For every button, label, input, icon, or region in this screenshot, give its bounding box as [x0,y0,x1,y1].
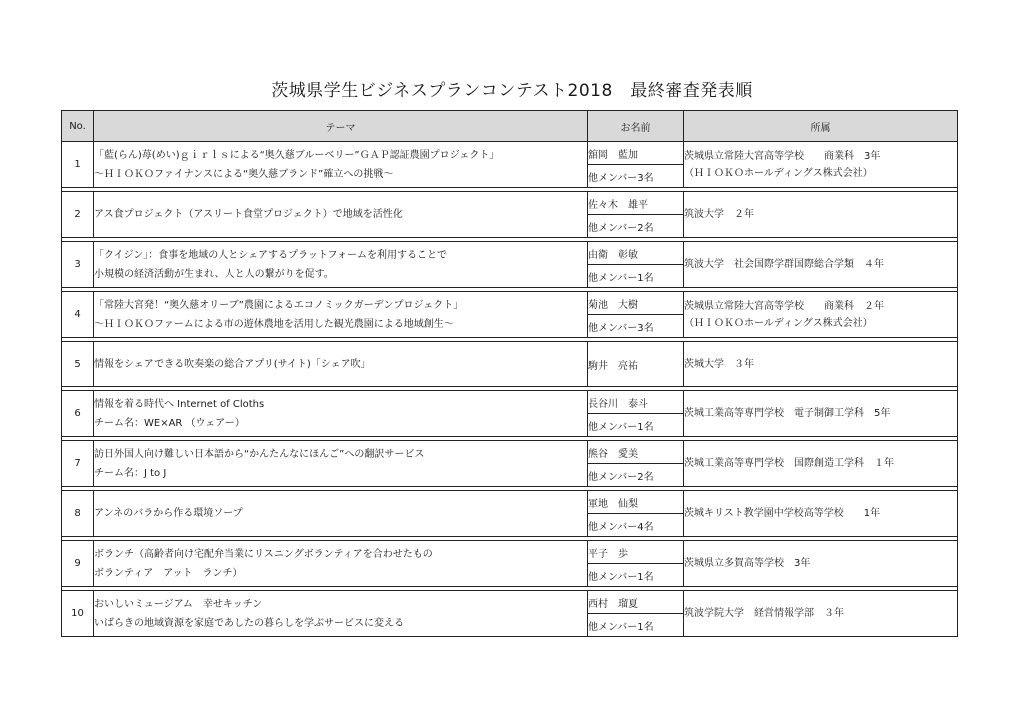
affiliation-line: 茨城大学 ３年 [684,358,754,370]
table-row [62,591,958,614]
affiliation-line: 茨城県立常陸大宮高等学校 商業科 3年 [684,150,881,162]
affiliation-line: 茨城県立常陸大宮高等学校 商業科 ２年 [684,300,884,312]
entry-number: 7 [62,441,94,487]
theme-line: ～ＨＩＯＫＯファイナンスによる“奥久慈ブランド”確立への挑戦～ [94,168,394,180]
entry-affiliation [684,491,958,537]
entry-lead-name: 由衛 彰敏 [588,242,684,265]
entry-other-members: 他メンバー1名 [588,265,684,288]
table-row [62,242,958,265]
entry-other-members: 他メンバー3名 [588,165,684,188]
affiliation-line: 茨城工業高等専門学校 国際創造工学科 １年 [684,458,894,469]
header-theme: テーマ [94,111,588,142]
theme-line: 「クイジン」：食事を地域の人とシェアするプラットフォームを利用することで [94,249,448,261]
entry-other-members: 他メンバー2名 [588,215,684,238]
affiliation-line: 茨城工業高等専門学校 電子制御工学科 5年 [684,408,891,419]
table-row [62,292,958,315]
page-title: 茨城県学生ビジネスプランコンテスト2018 最終審査発表順 [271,81,753,101]
entry-theme [94,591,588,637]
entry-other-members: 他メンバー1名 [588,614,684,637]
entry-theme [94,242,588,288]
entry-theme [94,192,588,238]
theme-line: 訪日外国人向け難しい日本語から“かんたんなにほんご”への翻訳サービス [94,448,425,460]
theme-line: 情報をシェアできる吹奏楽の総合アプリ(サイト)「シェア吹」 [94,358,371,370]
entry-number: 6 [62,391,94,437]
entry-lead-name: 西村 瑠夏 [588,591,684,614]
entry-affiliation [684,292,958,338]
theme-line: いばらきの地域資源を家庭であしたの暮らしを学ぶサービスに変える [94,617,404,629]
theme-line: アンネのバラから作る環境ソープ [94,508,243,519]
theme-line: 小規模の経済活動が生まれ、人と人の繋がりを促す。 [94,268,334,280]
table-row [62,391,958,414]
entry-lead-name: 長谷川 泰斗 [588,391,684,414]
entry-affiliation [684,242,958,288]
entry-other-members: 他メンバー3名 [588,315,684,338]
entry-theme [94,491,588,537]
theme-line: ボランティア アット ランチ） [94,567,243,579]
entry-lead-name: 熊谷 愛美 [588,441,684,464]
theme-line: 「藍(らん)苺(めい)ｇｉｒｌｓによる“奥久慈ブルーベリー”ＧＡＰ認証農園プロジェクト」 [94,149,500,161]
entry-theme [94,541,588,587]
entry-theme [94,292,588,338]
entry-lead-name: 菊池 大樹 [588,292,684,315]
entry-number: 9 [62,541,94,587]
entry-number: 4 [62,292,94,338]
header-no: No. [62,111,94,142]
entry-affiliation [684,391,958,437]
entry-lead-name: 駒井 亮祐 [588,342,684,387]
theme-line: チーム名：WE×AR （ウェアー） [94,417,245,429]
entry-number: 1 [62,142,94,188]
entry-other-members: 他メンバー1名 [588,414,684,437]
affiliation-line: 筑波大学 社会国際学群国際総合学類 ４年 [684,259,884,270]
theme-line: ボランチ（高齢者向け宅配弁当業にリスニングボランティアを合わせたもの [94,548,433,560]
affiliation-line: 茨城県立多賀高等学校 3年 [684,558,811,569]
entry-number: 3 [62,242,94,288]
entry-affiliation [684,342,958,387]
entry-number: 10 [62,591,94,637]
affiliation-line: 筑波大学 ２年 [684,209,754,220]
header-row [62,111,958,142]
theme-line: アス食プロジェクト（アスリート食堂プロジェクト）で地域を活性化 [94,209,403,220]
finalist-table [61,110,958,637]
entry-lead-name: 軍地 仙梨 [588,491,684,514]
affiliation-line: （ＨＩＯＫＯホールディングス株式会社） [684,167,873,179]
table-row [62,541,958,564]
theme-line: チーム名：J to J [94,467,167,479]
entry-affiliation [684,142,958,188]
header-affiliation: 所属 [684,111,958,142]
theme-line: 情報を着る時代へ Internet of Cloths [94,398,265,410]
entry-other-members: 他メンバー1名 [588,564,684,587]
entry-affiliation [684,541,958,587]
affiliation-line: 筑波学院大学 経営情報学部 ３年 [684,608,844,619]
table-row [62,491,958,514]
entry-affiliation [684,591,958,637]
entry-other-members: 他メンバー2名 [588,464,684,487]
affiliation-line: （ＨＩＯＫＯホールディングス株式会社） [684,317,873,329]
entry-affiliation [684,192,958,238]
affiliation-line: 茨城キリスト教学園中学校高等学校 1年 [684,508,881,519]
theme-line: ～ＨＩＯＫＯファームによる市の遊休農地を活用した観光農園による地域創生～ [94,318,454,330]
entry-lead-name: 佐々木 雄平 [588,192,684,215]
entry-number: 2 [62,192,94,238]
entry-lead-name: 舘岡 藍加 [588,142,684,165]
entry-theme [94,342,588,387]
theme-line: おいしいミュージアム 幸せキッチン [94,598,263,610]
entry-theme [94,441,588,487]
entry-number: 5 [62,342,94,387]
entry-theme [94,391,588,437]
entry-other-members: 他メンバー4名 [588,514,684,537]
theme-line: 「常陸大宮発！“奥久慈オリーブ”農園によるエコノミックガーデンプロジェクト」 [94,299,464,311]
table-row [62,192,958,215]
table-row [62,441,958,464]
entry-affiliation [684,441,958,487]
entry-lead-name: 平子 歩 [588,541,684,564]
table-body [62,142,958,637]
table-row [62,142,958,165]
table-row [62,342,958,387]
header-name: お名前 [588,111,684,142]
entry-number: 8 [62,491,94,537]
entry-theme [94,142,588,188]
